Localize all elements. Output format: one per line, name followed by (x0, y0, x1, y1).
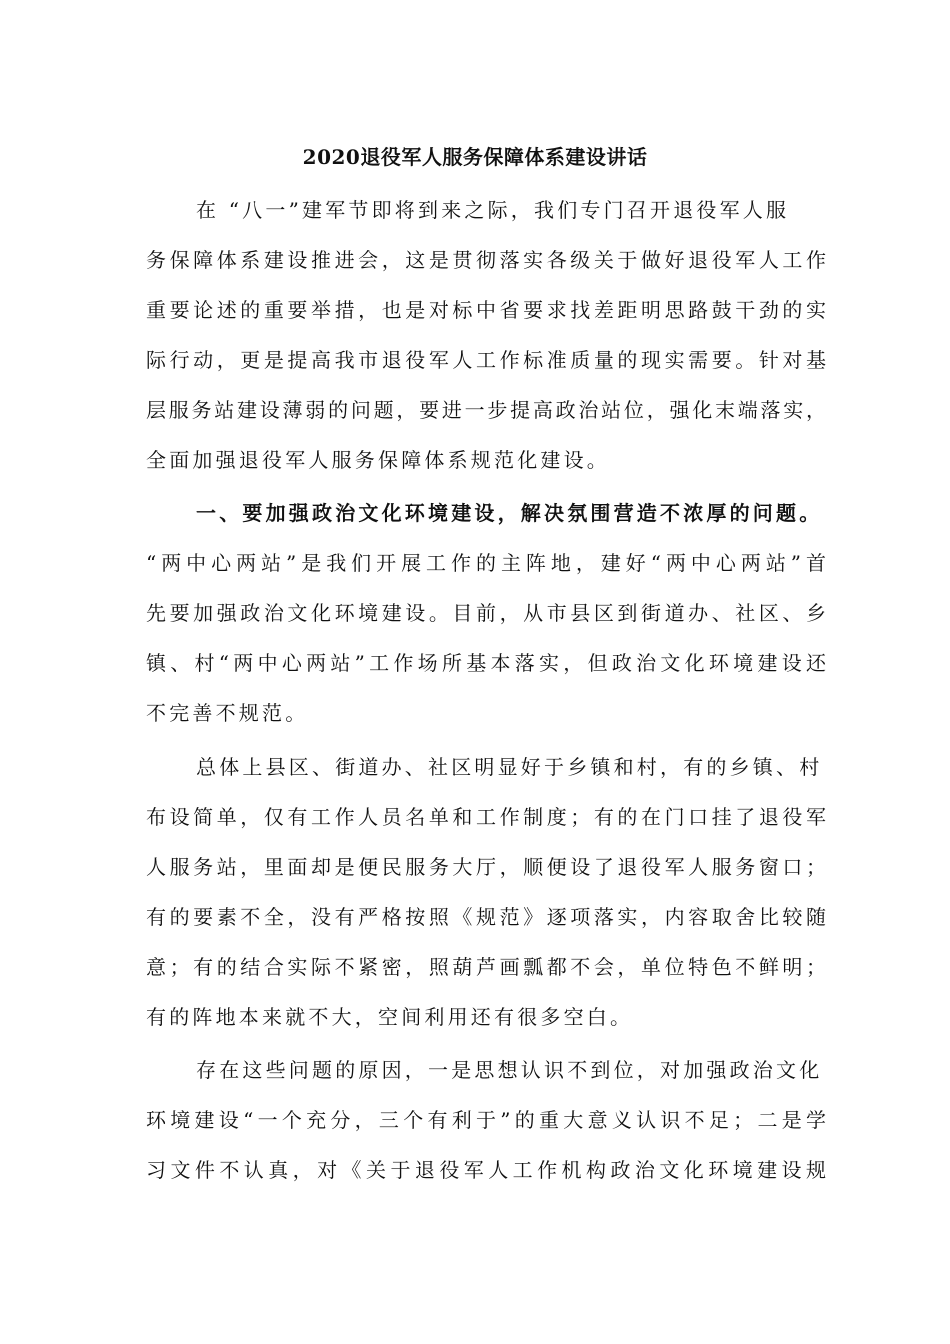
paragraph-1-line-6: 全面加强退役军人服务保障体系规范化建设。 (146, 448, 610, 472)
paragraph-1-line-3: 重要论述的重要举措，也是对标中省要求找差距明思路鼓干劲的实 (146, 298, 826, 322)
paragraph-4-line-3: 习文件不认真，对《关于退役军人工作机构政治文化环境建设规 (146, 1158, 826, 1182)
paragraph-3-line-2: 布设简单，仅有工作人员名单和工作制度；有的在门口挂了退役军 (146, 805, 826, 829)
paragraph-1-line-1: 在 “八一”建军节即将到来之际，我们专门召开退役军人服 (196, 198, 790, 222)
paragraph-3-line-3: 人服务站，里面却是便民服务大厅，顺便设了退役军人服务窗口； (146, 855, 826, 879)
section-heading-1: 一、要加强政治文化环境建设，解决氛围营造不浓厚的问题。 (196, 501, 823, 525)
paragraph-4-line-2: 环境建设“一个充分，三个有利于”的重大意义认识不足；二是学 (146, 1108, 826, 1132)
document-title: 2020退役军人服务保障体系建设讲话 (302, 145, 648, 169)
paragraph-4-line-1: 存在这些问题的原因，一是思想认识不到位，对加强政治文化 (196, 1058, 823, 1082)
paragraph-2-line-4: 不完善不规范。 (146, 701, 309, 725)
paragraph-3-line-6: 有的阵地本来就不大，空间利用还有很多空白。 (146, 1005, 634, 1029)
paragraph-2-line-2: 先要加强政治文化环境建设。目前，从市县区到街道办、社区、乡 (146, 601, 826, 625)
paragraph-3-line-5: 意；有的结合实际不紧密，照葫芦画瓢都不会，单位特色不鲜明； (146, 955, 826, 979)
paragraph-1-line-4: 际行动，更是提高我市退役军人工作标准质量的现实需要。针对基 (146, 348, 826, 372)
paragraph-3-line-4: 有的要素不全，没有严格按照《规范》逐项落实，内容取舍比较随 (146, 905, 826, 929)
paragraph-3-line-1: 总体上县区、街道办、社区明显好于乡镇和村，有的乡镇、村 (196, 755, 823, 779)
paragraph-2-line-1: “两中心两站”是我们开展工作的主阵地，建好“两中心两站”首 (146, 551, 826, 575)
paragraph-1-line-2: 务保障体系建设推进会，这是贯彻落实各级关于做好退役军人工作 (146, 248, 826, 272)
paragraph-1-line-5: 层服务站建设薄弱的问题，要进一步提高政治站位，强化末端落实， (146, 398, 826, 422)
paragraph-2-line-3: 镇、村“两中心两站”工作场所基本落实，但政治文化环境建设还 (146, 651, 826, 675)
